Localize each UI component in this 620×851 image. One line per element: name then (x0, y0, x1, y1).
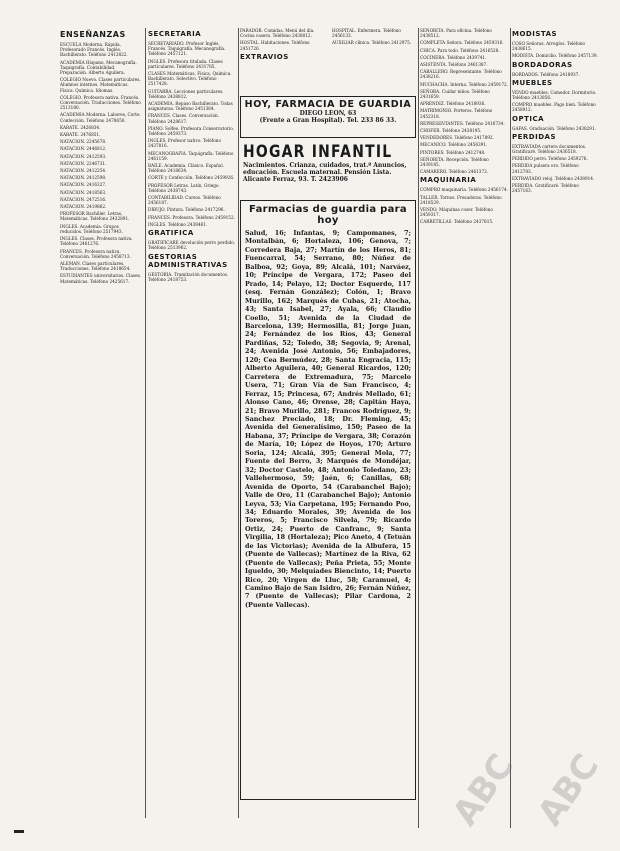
classified-ad: NATACION. 2412598. (60, 175, 107, 181)
classified-ad: FRANCES. Clases. Conversación. Teléfono 2428617. (148, 113, 220, 124)
ad-list (512, 126, 598, 131)
classified-ad: BAILE. Academia. Clásico. Español. Teléfono 2418634. (148, 163, 225, 174)
classified-ad: CLASES Matemáticas, Física, Química. Bachillerato. Selectivo. Teléfono 2517428. (148, 71, 232, 87)
classified-ad: PIANO. Solfeo. Profesora Conservatorio. Teléfono 2459373. (148, 125, 234, 137)
classified-ad: INGLES. Clases. Profesora nativa. Teléfono 2461276. (60, 236, 133, 247)
classified-ad: INGLES. Teléfono 2438461. (148, 221, 208, 227)
classified-ad: FRANCES. Profesora nativa. Conversación. Teléfono 2458713. (60, 248, 131, 259)
classified-ad: MECANICO. Teléfono 2456391. (420, 142, 488, 148)
ad-list (512, 72, 598, 77)
classified-ad: ALEMAN. Clases particulares. Traducciones. Teléfono 2418654. (60, 260, 131, 272)
classified-ad: COCINERA. Teléfono 2439741. (420, 54, 487, 60)
classified-ad: NATACION. 2246731. (60, 160, 107, 166)
classified-ad: DIBUJO. Pintura. Teléfono 2417296. (148, 207, 225, 213)
classified-ad: NATACION. 2412254. (60, 168, 107, 174)
classified-ad: COLEGIO. Profesora nativa. Francés. Conversación. Traducciones. Teléfono 2513180. (60, 94, 141, 111)
classified-ad: GAFAS. Graduación. Teléfono 2438291. (512, 125, 596, 131)
classified-ad: INGLES. Academia. Grupos reducidos. Teléfono 2517943. (60, 223, 123, 234)
section-heading-extravios: EXTRAVIOS (240, 52, 289, 61)
ad-list (512, 41, 598, 59)
section-heading: ENSEÑANZAS (60, 30, 126, 39)
column-secretaria (148, 28, 236, 818)
column-rule (510, 28, 511, 828)
classified-ad: SEÑORITA. Para oficina. Teléfono 2438512. (420, 28, 492, 39)
section-heading-perdidas: PERDIDAS (512, 132, 556, 141)
classified-ad: NATACION. 2245678. (60, 139, 107, 145)
classified-ad: SECRETARIADO. Profesor Inglés, Francés. Taquigrafía. Mecanografía. Teléfono 2457121. (148, 41, 226, 57)
classified-ad: HOSPITAL. Enfermera. Teléfono 2456133. (332, 28, 401, 39)
classified-ad: KARATE. 2476851. (60, 132, 101, 138)
classified-ad: APRENDIZ. Teléfono 2418936. (420, 101, 486, 107)
classified-ad: MECANOGRAFIA. Taquigrafía. Teléfono 2461159. (148, 150, 234, 161)
classified-ad: CONTABILIDAD. Cursos. Teléfono 2456187. (148, 195, 221, 206)
duty-pharmacy-box (240, 96, 416, 138)
classified-ad: VENDO muebles. Comedor. Dormitorio. Teléfono 2413856. (512, 89, 597, 101)
classified-ad: AUXILIAR clínica. Teléfono 2412975. (332, 40, 412, 46)
column-rule (145, 28, 146, 818)
classified-ad: COMPRO maquinaria. Teléfono 2456174. (420, 187, 508, 193)
column-top-left (240, 28, 330, 90)
classified-ad: SEÑORITA. Recepción. Teléfono 2439185. (420, 156, 489, 168)
classified-ad: PERDIDO perro. Teléfono 2459276. (512, 156, 588, 162)
column-rule (418, 28, 419, 828)
classified-ad: CARRETILLAS. Teléfono 2437815. (420, 219, 494, 225)
section-heading-gestorias: GESTORIAS ADMINISTRATIVAS (148, 252, 228, 269)
ad-list (148, 240, 236, 250)
classified-ad: INGLES. Profesor nativo. Teléfono 2437816. (148, 138, 221, 149)
classified-ad: PINTORES. Teléfono 2412748. (420, 149, 486, 155)
ad-list (512, 144, 598, 194)
ad-list (332, 28, 418, 46)
classified-ad: PERDIDA pulsera oro. Teléfono 2412783. (512, 163, 579, 174)
classified-ad: FRANCES. Profesora. Teléfono 2459152. (148, 214, 235, 220)
pharmacies-text: Salud, 16; Infantas, 9; Campomanes, 7; Montalbán, 6; Hortaleza, 106; Genova, 7; Corredera Baja, 27; Martín de los Heros, 81; Fuencarral, 54; Serrano, 80; Núñez de Balboa, 92; Goya, 89; Alcalá, 101; Narváez, 10; Príncipe de Vergara, 172; Paseo del Prado, 14; Pelayo, 12; Doctor Esquerdo, 117 (esq. Fernán González); Colón, 1; Bravo Murillo, 162; Marqués de Cubas, 21; Atocha, 43; Santa Isabel, 27; Ayala, 66; Claudio Coello, 51; Avenida de la Ciudad de Barcelona, 139; Hermosilla, 81; Jorge Juan, 24; Fernández de los Ríos, 43; General Pardiñas, 52; Toledo, 38; Segovia, 9; Arenal, 24; Avenida José Antonio, 56; Embajadores, 120; Cea Bermúdez, 28; Santa Engracia, 115; Alberto Aguilera, 40; General Ricardos, 120; Carretera de Extremadura, 75; Marcelo Usera, 71; Gran Vía de San Francisco, 4; Ferraz, 15; Princesa, 67; Andrés Mellado, 61; Alonso Cano, 46; Orense, 28; Capitán Haya, 21; Bravo Murillo, 281; Francos Rodríguez, 9; Sanchez Preciado, 18; Dr. Fleming, 45; Avenida del Generalísimo, 150; Paseo de la Habana, 37; Príncipe de Vergara, 38; Corazón de María, 10; López de Hoyos, 170; Arturo Soria, 124; Alcalá, 395; General Mola, 77; Fuente del Berro, 3; Marqués de Mondéjar, 32; Doctor Castelo, 48; Antonio Toledano, 23; Vallehermoso, 59; Jaén, 6; Canillas, 68; Avenida de Oporto, 54 (Carabanchel Bajo); Valle de Oro, 11 (Carabanchel Bajo); Antonio Leyva, 53; Vía Carpetana, 195; Fernando Poo, 34; Eduardo Morales, 39; Avenida de los Toreros, 5; Francisco Silvela, 79; Ricardo Ortiz, 24; Puerto de Canfranc, 9; Santa Virgilia, 18 (Hortaleza); Pico Aneto, 4 (Tetuán de las Victorias); Avenida de la Albufera, 15 (Puente de Vallecas); Martínez de la Riva, 62 (Puente de Vallecas); Peña Prieta, 55; Monte Igueldo, 30; Melquíades Biencinto, 14; Puerto Rico, 20; Virgen de Lluc, 58; Caramuel, 4; Camino Bajo de San Isidro, 26; Fernán Núñez, 7 (Puente de Vallecas); Pilar Cardona, 2 (Puente Vallecas). (245, 229, 411, 609)
classified-ad: VENDEDORES. Teléfono 2417892. (420, 135, 494, 141)
ad-list (420, 28, 508, 174)
column-top-right (332, 28, 418, 90)
ad-list (148, 41, 236, 227)
duty-title: HOY, FARMACIA DE GUARDIA (244, 99, 412, 110)
classified-ad: REPRESENTANTES. Teléfono 2416734. (420, 120, 505, 126)
classified-ad: PROFESOR Letras. Latín, Griego. Teléfono 2438743. (148, 182, 220, 193)
classified-ad: NATACION. 2472516. (60, 196, 107, 202)
classified-ad: VENDO. Máquinas coser. Teléfono 2459317. (420, 207, 493, 218)
classified-ad: ESCUELA Moderna. Rápida, Profesorado Francés, Inglés. Bachillerato. Teléfono 2413822. (60, 42, 128, 58)
classified-ad: KARATE. 2426834. (60, 124, 101, 130)
classified-ad: CAMARERO. Teléfono 2461372. (420, 169, 489, 175)
classified-ad: SEÑORA. Cuidar niños. Teléfono 2431659. (420, 88, 490, 100)
classified-ad: EXTRAVIADO reloj. Teléfono 2438914. (512, 175, 595, 181)
classified-ad: MUCHACHA. Interna. Teléfono 2459172. (420, 81, 508, 87)
abc-watermark: ABC (445, 746, 523, 834)
classified-ad: ASISTENTA. Teléfono 2461387. (420, 62, 488, 68)
classified-ad: NATACION. 2419862. (60, 204, 107, 210)
hogar-title: HOGAR INFANTIL (243, 142, 393, 162)
classified-ad: COMPRO muebles. Pago bien. Teléfono 2458912. (512, 102, 596, 113)
classified-ad: PERDIDA. Gratificaré. Teléfono 2457163. (512, 183, 579, 194)
ad-list (60, 42, 142, 284)
abc-watermark: ABC (530, 746, 608, 834)
classified-ad: COLEGIO Nuevo. Clases particulares. Alumnos internos. Matemáticas. Física. Química. Idiomas. (60, 77, 141, 93)
ad-list (148, 272, 236, 282)
duty-detail: (Frente a Gran Hospital). Tel. 233 86 33. (259, 117, 397, 124)
classified-ad: PARADOR. Comidas. Menú del día. Cocina casera. Teléfono 2438012. (240, 28, 315, 39)
classified-ad: GESTORIA. Tramitación documentos. Teléfono 2418753. (148, 271, 229, 282)
hogar-infantil-ad (240, 140, 416, 198)
classified-ad: NATACION. 2416327. (60, 182, 107, 188)
ad-list (420, 187, 508, 224)
classified-ad: MODISTA. Domicilio. Teléfono 2457139. (512, 53, 598, 59)
classified-ad: CHICA. Para todo. Teléfono 2416528. (420, 47, 500, 53)
hogar-text: Nacimientos. Crianza, cuidados, trat.º Anuncios, educación. Escuela maternal. Pensión Lista. Alicante Ferraz, 93. T. 2423906 (243, 162, 407, 183)
classified-ad: PROFESOR Bachiller. Letras, Matemáticas. Teléfono 2432891. (60, 211, 130, 222)
ad-list (512, 90, 598, 113)
classified-ad: CORTE y Confección. Teléfono 2459926. (148, 175, 235, 181)
section-heading-modistas: MODISTAS (512, 30, 558, 38)
classified-ad: COSO Señoras. Arreglos. Teléfono 2438615. (512, 41, 586, 52)
classified-ad: EXTRAVIADA cartera documentos. Gratificaré. Teléfono 2436518. (512, 143, 587, 155)
classified-ad: TALLER. Tornos. Fresadoras. Teléfono 2418529. (420, 194, 502, 205)
classified-ad: GRATIFICARE devolución perro perdido. Teléfono 2513962. (148, 240, 236, 251)
classified-ad: CHOFER. Teléfono 2438195. (420, 128, 482, 134)
classified-ad: ACADEMIA. Repaso Bachillerato. Todas asignaturas. Teléfono 2451364. (148, 101, 233, 112)
classified-ad: COMPLETA Señora. Teléfono 2459316. (420, 40, 504, 46)
classified-ad: INGLES. Profesora titulada. Clases particulares. Teléfono 2431785. (148, 58, 223, 69)
ad-list (240, 28, 330, 51)
classified-ad: NATACION. 2446812. (60, 146, 107, 152)
classified-ad: HOSTAL. Habitaciones. Teléfono 2451726. (240, 40, 310, 51)
pharmacies-box (240, 200, 416, 800)
classified-ad: BORDADOS. Teléfono 2418937. (512, 71, 580, 77)
section-heading-gratifica: GRATIFICA (148, 229, 194, 238)
edge-mark (14, 830, 24, 833)
section-heading-muebles: MUEBLES (512, 78, 553, 87)
classified-ad: ACADEMIA Moderna. Labores, Corte. Confección. Teléfono 2478650. (60, 112, 141, 123)
section-heading-bordadoras: BORDADORAS (512, 60, 573, 69)
classified-ad: ACADEMIA Hispano. Mecanografía, Taquigrafía. Contabilidad. Preparación. Alberto Aguilera. (60, 59, 137, 76)
duty-address: DIEGO LEON, 63 (299, 110, 357, 117)
classified-ad: CABALLERO. Representante. Teléfono 2438216. (420, 69, 502, 80)
column-modistas (512, 28, 598, 828)
column-rule (238, 28, 239, 818)
classified-ad: NATACION. 2412593. (60, 153, 107, 159)
section-heading: SECRETARIA (148, 30, 202, 38)
classified-ad: ESTUDIANTES universitarios. Clases. Matemáticas. Teléfono 2425617. (60, 273, 142, 284)
section-heading-maquinaria: MAQUINARIA (420, 176, 477, 185)
classified-ad: MATRIMONIO. Porteros. Teléfono 2452318. (420, 108, 493, 119)
section-heading-optica: OPTICA (512, 114, 545, 123)
column-demandas (420, 28, 508, 828)
classified-ad: GUITARRA. Lecciones particulares. Teléfono 2438812. (148, 88, 224, 99)
pharmacies-title: Farmacias de guardia para hoy (249, 204, 407, 226)
column-enseñanzas (60, 28, 142, 808)
classified-ad: NATACION. 2418563. (60, 189, 107, 195)
